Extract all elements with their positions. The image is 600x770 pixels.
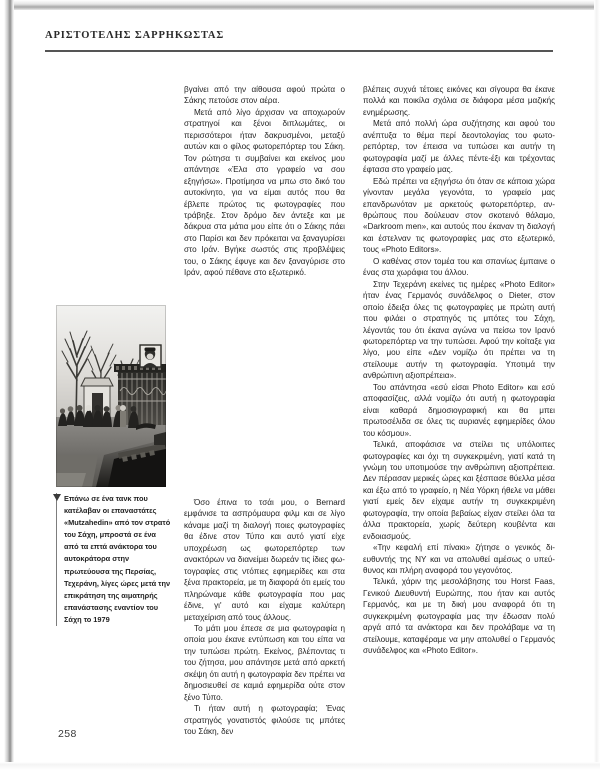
header-rule (45, 50, 553, 52)
text-column-right (363, 84, 555, 657)
paragraph: Τελικά, αποφάσισε να στείλει τις υπόλοιπες φωτογραφίες και όχι τη συγκεκριμένη, γιατί κατά τη γνώμη του υποτιμούσε την ανθρώπινη αξιοπρέπεια. Δεν πέρασαν μερικές ώρες και ξέσπασε θύελλα μέσα και έξω από το γραφείο, η Νέα Υόρκη ήθελε να μάθει γιατί εμείς δεν είχαμε αυτήν τη συγκεκριμένη φωτογραφία, την οποία βεβαίως είχαν στείλει όλα τα άλλα πρακτορεία, χωρίς δεύτερη κουβέντα και ενδοιασμούς. (363, 440, 555, 541)
paragraph: βγαίνει από την αίθουσα αφού πρώτα ο Σάκης πετούσε στον αέρα. (184, 85, 345, 106)
paragraph: Του απάντησα «εσύ είσαι Photo Editor» και εσύ αποφασίζεις, αλλά νομίζω ότι αυτή η φωτογραφία είναι καθαρά δημοσιογραφική και θα μπει πρωτοσέλιδα σε όλες τις αυριανές εφημερίδες όλου του κόσμου». (363, 382, 555, 438)
scan-edge-bottom (0, 762, 600, 770)
paragraph: βλέπεις συχνά τέτοιες εικόνες και σίγουρα θα έκανε πολλά και ποικίλα σχόλια σε διάφορα μέσα μαζικής ενημέρωσης. (363, 85, 555, 117)
page-content (18, 12, 588, 760)
paragraph: Το μάτι μου έπεσε σε μια φωτογραφία η οποία μου έκανε εντύπωση και του είπα να την τυπώσει πρώτη. Εκείνος, βλέποντας τι του ζήτησα, μου απάντησε μετά από αρκετή σκέψη ότι αυτή η φωτογραφία δεν πρέπει να δημοσιευθεί σε καμιά εφημερίδα ούτε στον ξένο Τύπο. (184, 623, 345, 702)
paragraph: «Την κεφαλή επί πίνακι» ζήτησε ο γενικός διευθυντής της ΝΥ και να απολυθεί αμέσως ο υπεύθυνος και πλήρη αναφορά του γεγονότος. (363, 543, 555, 576)
page-number: 258 (58, 728, 77, 740)
photo-caption (56, 493, 172, 626)
paragraph: Μετά από λίγο άρχισαν να αποχωρούν στρατηγοί και ξένοι διπλωμάτες, οι περισσότεροι ήταν δακρυσμένοι, μεταξύ αυτών και ο φίλος φωτορεπόρτερ του Σάκη. Τον ρώτησα τι συμβαίνει και εκείνος μου απάντησε «Έλα στο γραφείο να σου εξηγήσω». Προτίμησα να μπω στο δικό του αυτοκίνητο, για να είμαι αυτός που θα έβλεπε πρώτος τις φωτογραφίες που τράβηξε. Στον δρόμο δεν άντεξε και με δάκρυα στα μάτια μου είπε ότι ο Σάκης πάει στο Παρίσι και δεν πρόκειται να ξαναγυρίσει στο Ιράν. Βγήκε σωστός στις προβλέψεις του, ο Σάκης έφυγε και δεν ξαναγύρισε στο Ιράν, αφού πέθανε στο εξωτερικό. (184, 107, 345, 278)
scan-edge-right (594, 0, 600, 770)
photo-caption-text: Επάνω σε ένα τανκ που κατέλαβαν οι επαναστάτες «Mutzahedin» από τον στρατό του Σάχη, μπροστά σε ένα από τα επτά ανάκτορα του αυτοκράτορα στην πρωτεύουσα της Περσίας, Τεχεράνη, λίγες ώρες μετά την επικράτηση της αιματηρής επανάστασης εναντίον του Σάχη το 1979 (64, 494, 171, 624)
scan-edge-left (0, 0, 14, 770)
paragraph: Ο καθένας στον τομέα του και σπανίως έμπαινε ο ένας στα χωράφια του άλλου. (363, 256, 555, 278)
triangle-marker-icon (53, 494, 61, 501)
photograph-illustration (56, 305, 166, 487)
running-header (45, 30, 553, 52)
text-column-left-upper (184, 84, 345, 279)
paragraph: Μετά από πολλή ώρα συζήτησης και αφού του ανέπτυξα το θέμα περί δεοντολογίας του φωτορεπόρτερ, τον έπεισα να τυπώσει και αυτήν τη φωτογραφία μαζί με άλλες πέντε-έξι και τρέχοντας έφτασα στο γραφείο μας. (363, 119, 555, 175)
text-column-left-lower (184, 497, 345, 738)
paragraph: Εδώ πρέπει να εξηγήσω ότι όταν σε κάποια χώρα γίνονταν μεγάλα γεγονότα, το γραφείο μας επανδρωνόταν με αρκετούς φωτορεπόρτερ, ανθρώπους που δούλευαν στον σκοτεινό θάλαμο, «Darkroom men», και αυτούς που έκαναν τη διαλογή και έστελναν τις φωτογραφίες μας στο εξωτερικό, τους «Photo Editors». (363, 176, 555, 255)
photo-figure (56, 305, 166, 487)
paragraph: Τελικά, χάριν της μεσολάβησης του Horst Faas, Γενικού Διευθυντή Ευρώπης, που ήταν και αυτός Γερμανός, και με τη δική μου αναφορά ότι τη συγκεκριμένη φωτογραφία μας την έδωσαν πολύ αργά από τα ανάκτορα και δεν προλάβαμε να τη στείλουμε, καταφέραμε να μην απολυθεί ο Γερμανός συνάδελφος και «Photo Editor». (363, 577, 555, 656)
paragraph: Τι ήταν αυτή η φωτογραφία; Ένας στρατηγός γονατιστός φιλούσε τις μπότες του Σάκη, δεν (184, 704, 345, 737)
running-header-title: ΑΡΙΣΤΟΤΕΛΗΣ ΣΑΡΡΗΚΩΣΤΑΣ (45, 30, 225, 41)
paragraph: Στην Τεχεράνη εκείνες τις ημέρες «Photo Editor» ήταν ένας Γερμανός συνάδελφος ο Dieter, στον οποίο έδειξα όλες τις φωτογραφίες με πρώτη αυτή που φιλάει ο στρατηγός τις μπότες του Σάχη, λέγοντάς του ότι έκανα αγώνα να πείσω τον Ιρανό φωτορεπόρτερ να την τυπώσει. Αφού την κοίταξε για λίγο, μου είπε «Δεν νομίζω ότι πρέπει να τη στείλουμε αυτήν τη φωτογραφία. Υποτιμά την ανθρώπινη αξιοπρέπεια». (363, 279, 555, 381)
photograph (56, 305, 166, 487)
paragraph: Όσο έπινα το τσάι μου, ο Bernard εμφάνισε τα ασπρόμαυρα φιλμ και σε λίγο κάναμε μαζί τη διαλογή ποιες φωτογραφίες θα έδινε στον Τύπο και αυτό γιατί είχε υποχρέωση ως φωτορεπόρτερ των ανακτόρων να διανείμει δωρεάν τις ίδιες φωτογραφίες στις ντόπιες εφημερίδες και στα ξένα πρακτορεία, με τη διαφορά ότι εμείς του πληρώναμε κάθε φωτογραφία που μας έδινε, γι' αυτό και είχαμε καλύτερη μεταχείριση από τους άλλους. (184, 498, 345, 622)
scan-edge-top (0, 0, 600, 10)
